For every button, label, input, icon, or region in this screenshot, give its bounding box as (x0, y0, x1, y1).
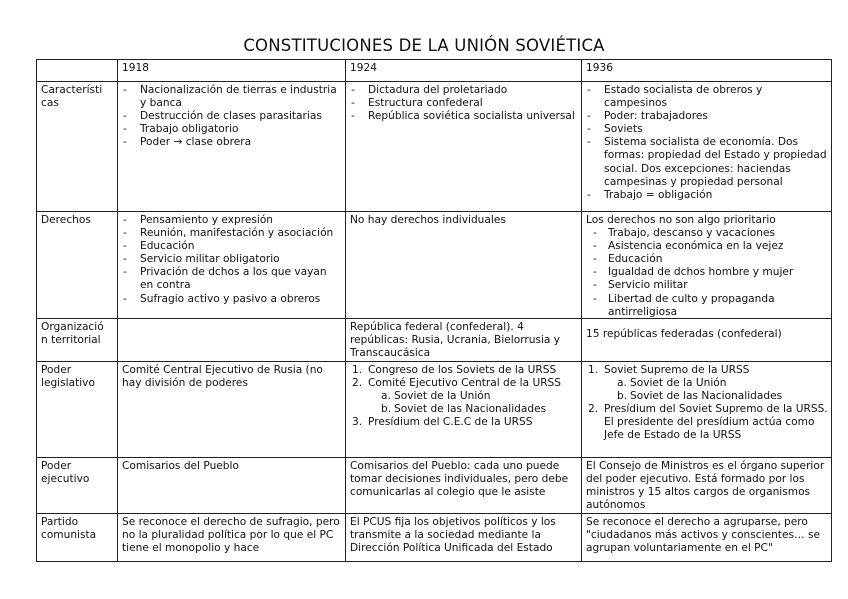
list-item: - Sistema socialista de economía. Dos formas: propiedad del Estado y propiedad social. Dos excepciones: haciendas campesinas y propiedad personal (586, 136, 828, 188)
cell-legislativo-1918: Comité Central Ejecutivo de Rusia (no hay división de poderes (118, 362, 346, 458)
list-item: 2. Comité Ejecutivo Central de la URSS a. Soviet de la Unión b. Soviet de las Nacionalidades (350, 377, 577, 416)
cell-caracteristicas-1918 (118, 82, 346, 212)
cell-derechos-1918 (118, 212, 346, 319)
cell-ejecutivo-1924: Comisarios del Pueblo: cada uno puede tomar decisiones individuales, pero debe comunicarlas al colegio que le asiste (346, 458, 582, 514)
row-label-partido: Partido comunista (37, 514, 118, 562)
list-item: - Estructura confederal (350, 97, 577, 110)
list-item: - Asistencia económica en la vejez (592, 240, 828, 253)
header-1918: 1918 (118, 60, 346, 82)
list-item: - Estado socialista de obreros y campesinos (586, 84, 828, 110)
list-item: - República soviética socialista universal (350, 110, 577, 123)
row-label-derechos: Derechos (37, 212, 118, 319)
header-1924: 1924 (346, 60, 582, 82)
list-item: a. Soviet de la Unión (381, 390, 491, 403)
cell-caracteristicas-1924 (346, 82, 582, 212)
row-label-caracteristicas: Característi cas (37, 82, 118, 212)
list-item: - Poder → clase obrera (122, 136, 341, 149)
list-item: - Servicio militar obligatorio (122, 253, 341, 266)
list-item: - Soviets (586, 123, 828, 136)
list-item: b. Soviet de las Nacionalidades (381, 403, 547, 416)
list-item: - Pensamiento y expresión (122, 214, 341, 227)
list-item: - Educación (592, 253, 828, 266)
cell-derechos-1924: No hay derechos individuales (346, 212, 582, 319)
cell-legislativo-1924 (346, 362, 582, 458)
list-item: - Reunión, manifestación y asociación (122, 227, 341, 240)
list-item: - Igualdad de dchos hombre y mujer (592, 266, 828, 279)
list-item: - Trabajo obligatorio (122, 123, 341, 136)
list-item: - Trabajo = obligación (586, 189, 828, 202)
list-item: - Libertad de culto y propaganda antirreligiosa (592, 293, 828, 319)
list-item: 1. Congreso de los Soviets de la URSS (352, 364, 557, 376)
list-item: - Dictadura del proletariado (350, 84, 577, 97)
cell-partido-1936: Se reconoce el derecho a agruparse, pero "ciudadanos más activos y conscientes… se agrupan voluntariamente en el PC" (586, 516, 820, 555)
cell-ejecutivo-1918: Comisarios del Pueblo (118, 458, 346, 514)
cell-partido-1918: Se reconoce el derecho de sufragio, pero no la pluralidad política por lo que el PC tiene el monopolio y hace (118, 514, 346, 562)
list-item: a. Soviet de la Unión (617, 377, 727, 390)
list-item: - Privación de dchos a los que vayan en contra (122, 266, 341, 292)
cell-ejecutivo-1936: El Consejo de Ministros es el órgano superior del poder ejecutivo. Está formado por los ministros y 15 altos cargos de organismos autónomos (582, 458, 832, 514)
cell-derechos-1936 (582, 212, 832, 319)
list-item: - Trabajo, descanso y vacaciones (592, 227, 828, 240)
row-label-legislativo: Poder legislativo (37, 362, 118, 458)
list-item: 3. Presídium del C.E.C de la URSS (352, 416, 533, 429)
list-item: - Sufragio activo y pasivo a obreros (122, 293, 341, 306)
cell-organizacion-1936: 15 repúblicas federadas (confederal) (582, 319, 832, 362)
list-item: 2. Presídium del Soviet Supremo de la URSS. El presidente del presídium actúa como Jefe de Estado de la URSS (588, 403, 828, 442)
cell-legislativo-1936 (582, 362, 832, 458)
header-1936: 1936 (582, 60, 832, 82)
list-item: - Servicio militar (592, 279, 828, 292)
list-item: - Poder: trabajadores (586, 110, 828, 123)
list-item: - Destrucción de clases parasitarias (122, 110, 341, 123)
cell-caracteristicas-1936 (582, 82, 832, 212)
cell-organizacion-1918 (118, 319, 346, 362)
list-item: - Nacionalización de tierras e industria y banca (122, 84, 341, 110)
row-label-organizacion: Organizació n territorial (37, 319, 118, 362)
list-item: - Educación (122, 240, 341, 253)
row-label-ejecutivo: Poder ejecutivo (37, 458, 118, 514)
header-empty-cell (37, 60, 118, 82)
derechos-1936-intro: Los derechos no son algo prioritario (586, 214, 776, 226)
cell-organizacion-1924: República federal (confederal). 4 repúblicas: Rusia, Ucrania, Bielorrusia y Transcaucásica (346, 319, 582, 362)
list-item: b. Soviet de las Nacionalidades (617, 390, 783, 403)
page-title: CONSTITUCIONES DE LA UNIÓN SOVIÉTICA (243, 36, 605, 55)
cell-partido-1924: El PCUS fija los objetivos políticos y los transmite a la sociedad mediante la Dirección Política Unificada del Estado (346, 514, 582, 562)
constitutions-table (36, 59, 832, 562)
list-item: 1. Soviet Supremo de la URSS a. Soviet de la Unión b. Soviet de las Nacionalidades (586, 364, 828, 403)
